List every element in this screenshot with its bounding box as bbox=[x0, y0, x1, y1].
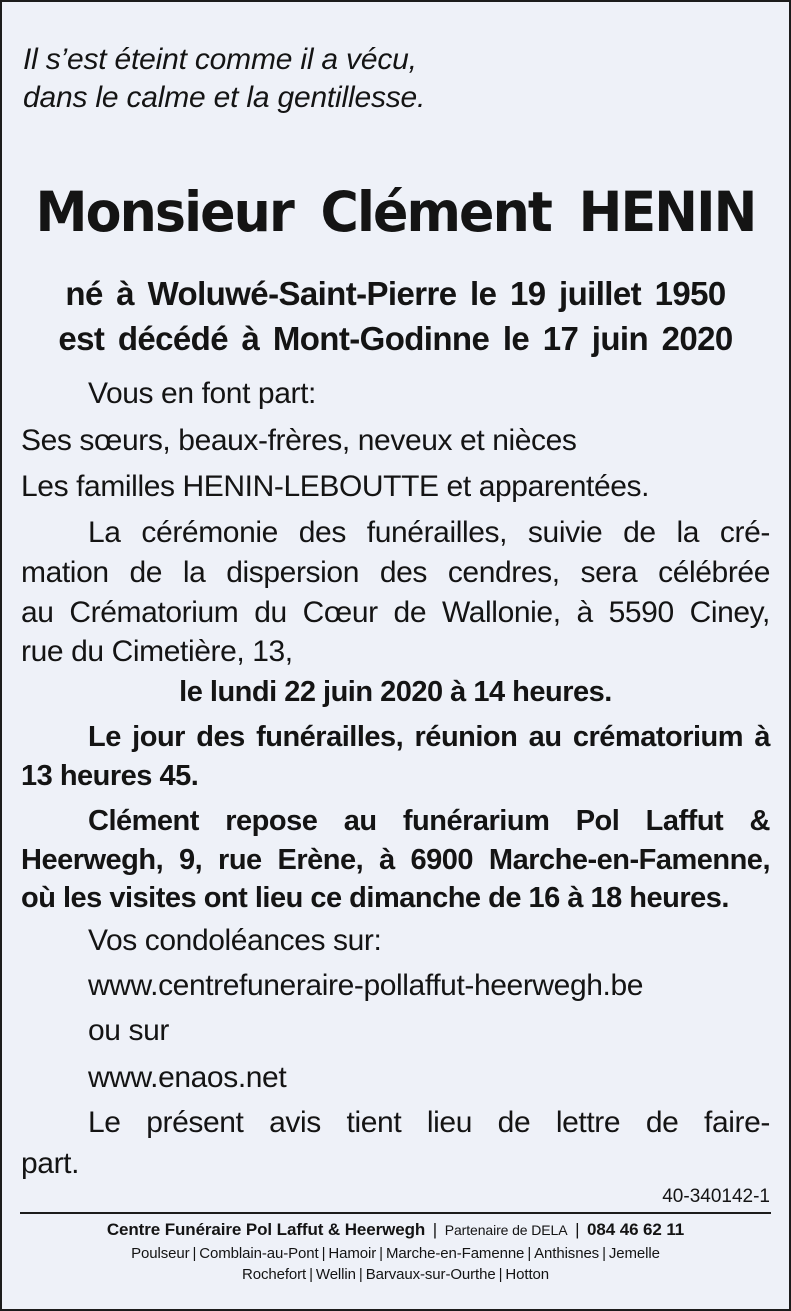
epigraph-line: dans le calme et la gentillesse. bbox=[23, 81, 426, 114]
epigraph-line: Il s’est éteint comme il a vécu, bbox=[23, 43, 417, 76]
location-name: Wellin bbox=[315, 1266, 356, 1283]
location-name: Poulseur bbox=[131, 1245, 190, 1262]
repose-line: où les visites ont lieu ce dimanche de 16 à 18 heures. bbox=[21, 882, 729, 914]
ceremony-line: rue du Cimetière, 13, bbox=[21, 635, 293, 668]
location-name: Barvaux-sur-Ourthe bbox=[365, 1266, 496, 1283]
birth-line: né à Woluwé-Saint-Pierre le 19 juillet 1950 bbox=[65, 275, 726, 312]
separator: | bbox=[379, 1245, 383, 1262]
footer-locations-line bbox=[2, 1243, 789, 1264]
footer-company-line bbox=[2, 1219, 789, 1241]
partner-label: Partenaire de DELA bbox=[444, 1222, 568, 1238]
separator: | bbox=[309, 1266, 313, 1283]
footer-divider bbox=[20, 1212, 771, 1214]
deceased-name: Monsieur Clément HENIN bbox=[35, 180, 756, 244]
separator: | bbox=[321, 1245, 326, 1262]
separator: | bbox=[192, 1245, 197, 1262]
repose-line: Clément repose au funérarium Pol Laffut & bbox=[88, 805, 770, 837]
condolences-site-link[interactable]: www.centrefuneraire-pollaffut-heerwegh.be bbox=[88, 969, 644, 1002]
separator: | bbox=[498, 1266, 503, 1283]
reference-number: 40-340142-1 bbox=[662, 1186, 770, 1207]
separator: | bbox=[575, 1220, 580, 1239]
gathering-line: Le jour des funérailles, réunion au crématorium à bbox=[88, 721, 770, 753]
condolences-or: ou sur bbox=[88, 1014, 169, 1047]
company-name: Centre Funéraire Pol Laffut & Heerwegh bbox=[106, 1220, 426, 1239]
family-line: Ses sœurs, beaux-frères, neveux et nièces bbox=[21, 424, 577, 457]
location-name: Marche-en-Famenne bbox=[385, 1245, 525, 1262]
condolences-intro: Vos condoléances sur: bbox=[88, 924, 382, 957]
footer-locations-line bbox=[2, 1264, 789, 1285]
separator: | bbox=[602, 1245, 606, 1262]
location-name: Anthisnes bbox=[534, 1245, 600, 1262]
notice-line: part. bbox=[21, 1147, 80, 1180]
separator: | bbox=[358, 1266, 363, 1283]
repose-line: Heerwegh, 9, rue Erène, à 6900 Marche-en-Famenne, bbox=[21, 844, 770, 876]
ceremony-line: au Crématorium du Cœur de Wallonie, à 5590 Ciney, bbox=[21, 596, 770, 629]
phone-number: 084 46 62 11 bbox=[587, 1220, 685, 1239]
location-name: Comblain-au-Pont bbox=[199, 1245, 319, 1262]
condolences-site-link[interactable]: www.enaos.net bbox=[88, 1061, 287, 1094]
ceremony-line: mation de la dispersion des cendres, sera célébrée bbox=[21, 556, 770, 589]
ceremony-time: le lundi 22 juin 2020 à 14 heures. bbox=[179, 676, 612, 708]
announce-intro: Vous en font part: bbox=[88, 377, 316, 410]
gathering-line: 13 heures 45. bbox=[21, 760, 199, 792]
separator: | bbox=[432, 1220, 438, 1239]
ceremony-line: La cérémonie des funérailles, suivie de la cré- bbox=[88, 516, 770, 549]
location-name: Hamoir bbox=[328, 1245, 377, 1262]
location-name: Hotton bbox=[505, 1266, 550, 1283]
separator: | bbox=[527, 1245, 532, 1262]
death-line: est décédé à Mont-Godinne le 17 juin 2020 bbox=[58, 320, 733, 357]
location-name: Jemelle bbox=[608, 1245, 660, 1262]
location-name: Rochefort bbox=[241, 1266, 307, 1283]
notice-line: Le présent avis tient lieu de lettre de faire- bbox=[88, 1106, 770, 1139]
family-line: Les familles HENIN-LEBOUTTE et apparentées. bbox=[21, 470, 650, 503]
